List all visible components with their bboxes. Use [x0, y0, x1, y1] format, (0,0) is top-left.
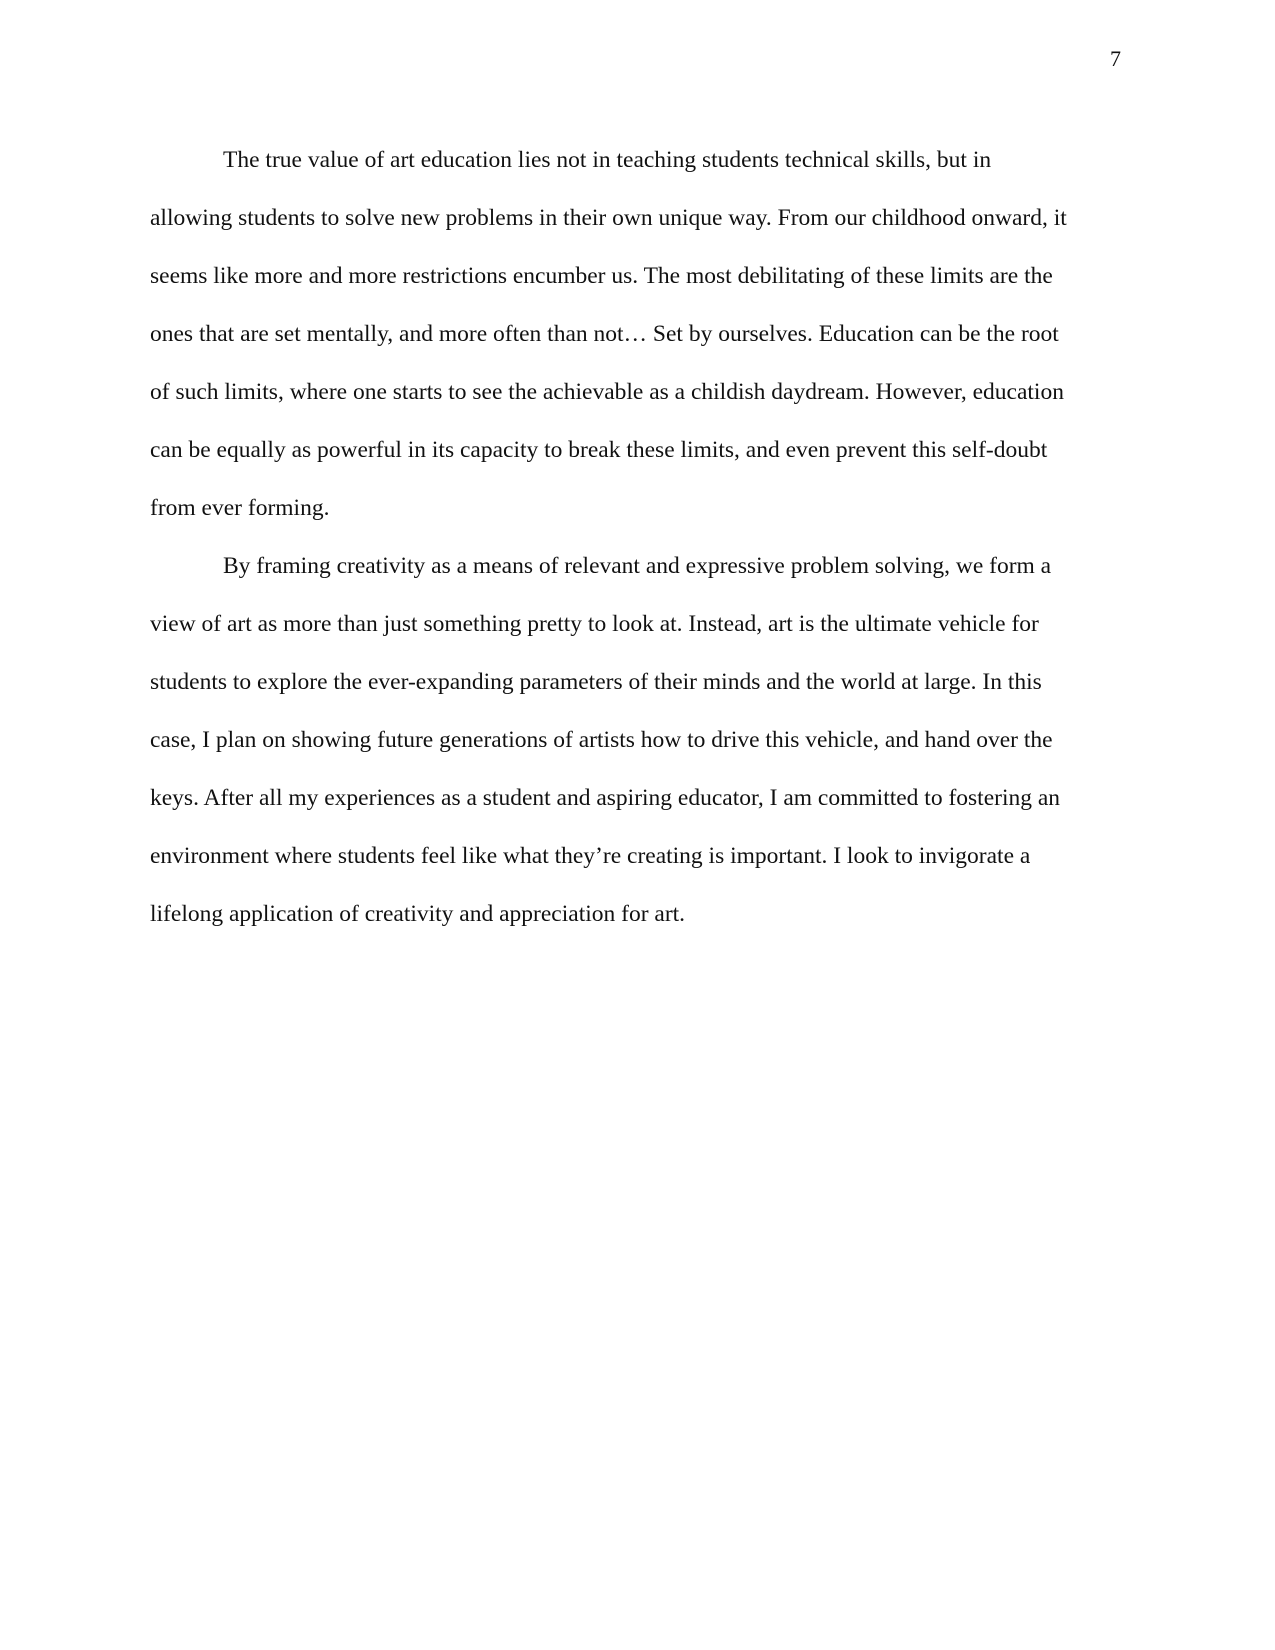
paragraph-2	[150, 537, 1126, 943]
text-line: allowing students to solve new problems in their own unique way. From our childhood onward, it	[150, 205, 1067, 231]
page-number: 7	[1110, 46, 1121, 71]
document-body	[150, 131, 1126, 943]
text-line: The true value of art education lies not in teaching students technical skills, but in	[223, 147, 992, 173]
text-line: keys. After all my experiences as a student and aspiring educator, I am committed to fostering an	[150, 785, 1061, 811]
text-line: environment where students feel like what they’re creating is important. I look to invigorate a	[150, 843, 1031, 869]
text-line: seems like more and more restrictions encumber us. The most debilitating of these limits are the	[150, 263, 1053, 289]
paragraph-1	[150, 131, 1126, 537]
text-line: lifelong application of creativity and appreciation for art.	[150, 901, 686, 927]
text-line: By framing creativity as a means of relevant and expressive problem solving, we form a	[223, 553, 1052, 579]
text-line: case, I plan on showing future generations of artists how to drive this vehicle, and hand over the	[150, 727, 1053, 753]
text-line: of such limits, where one starts to see the achievable as a childish daydream. However, education	[150, 379, 1064, 405]
text-line: from ever forming.	[150, 495, 330, 521]
text-line: can be equally as powerful in its capacity to break these limits, and even prevent this self-doubt	[150, 437, 1048, 463]
text-line: view of art as more than just something pretty to look at. Instead, art is the ultimate vehicle for	[150, 611, 1039, 637]
text-line: ones that are set mentally, and more often than not… Set by ourselves. Education can be the root	[150, 321, 1059, 347]
text-line: students to explore the ever-expanding parameters of their minds and the world at large. In this	[150, 669, 1042, 695]
